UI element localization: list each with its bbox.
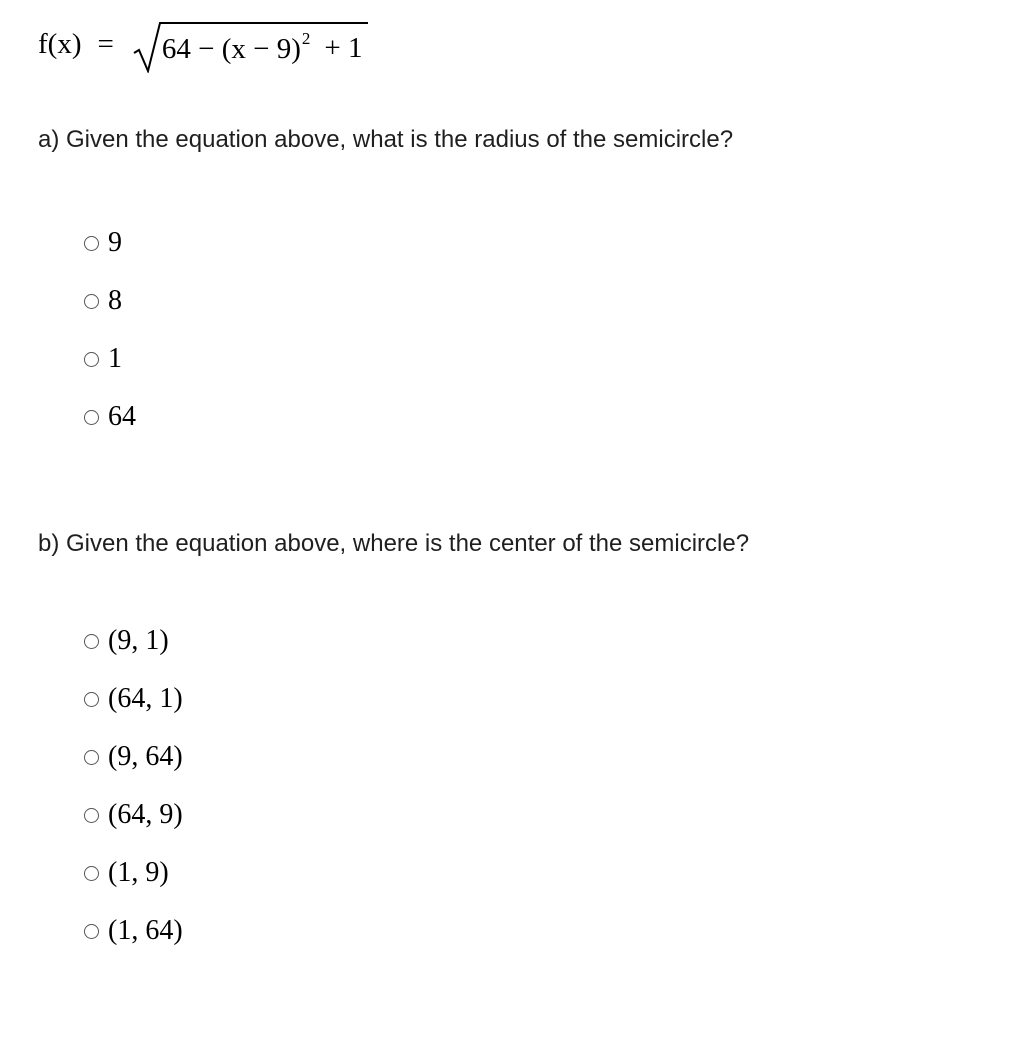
radio-unselected-icon[interactable] bbox=[84, 924, 99, 939]
radio-unselected-icon[interactable] bbox=[84, 866, 99, 881]
radio-unselected-icon[interactable] bbox=[84, 692, 99, 707]
option-label: 9 bbox=[108, 227, 122, 258]
square-root bbox=[132, 15, 311, 73]
option-label: 64 bbox=[108, 401, 136, 432]
exponent: 2 bbox=[301, 29, 311, 48]
radio-unselected-icon[interactable] bbox=[84, 236, 99, 251]
radio-unselected-icon[interactable] bbox=[84, 352, 99, 367]
option-b-3[interactable] bbox=[84, 728, 183, 786]
option-label: 1 bbox=[108, 343, 122, 374]
equals-sign: = bbox=[97, 27, 114, 60]
option-a-4[interactable] bbox=[84, 388, 136, 446]
option-b-6[interactable] bbox=[84, 902, 183, 960]
square-root-symbol-icon bbox=[132, 19, 372, 73]
option-a-1[interactable] bbox=[84, 214, 136, 272]
question-a-options bbox=[84, 214, 136, 446]
radio-unselected-icon[interactable] bbox=[84, 634, 99, 649]
option-b-1[interactable] bbox=[84, 612, 183, 670]
option-label: (9, 1) bbox=[108, 625, 169, 656]
radio-unselected-icon[interactable] bbox=[84, 410, 99, 425]
option-b-2[interactable] bbox=[84, 670, 183, 728]
option-a-2[interactable] bbox=[84, 272, 136, 330]
option-label: 8 bbox=[108, 285, 122, 316]
radio-unselected-icon[interactable] bbox=[84, 294, 99, 309]
equation bbox=[38, 14, 362, 74]
option-label: (1, 9) bbox=[108, 857, 169, 888]
option-a-3[interactable] bbox=[84, 330, 136, 388]
equation-lhs: f(x) bbox=[38, 27, 82, 60]
option-label: (64, 1) bbox=[108, 683, 183, 714]
radicand-text: 64 − (x − 9) bbox=[161, 33, 301, 65]
equation-tail: + 1 bbox=[324, 31, 363, 64]
radio-unselected-icon[interactable] bbox=[84, 750, 99, 765]
option-b-5[interactable] bbox=[84, 844, 183, 902]
option-b-4[interactable] bbox=[84, 786, 183, 844]
question-a-text: a) Given the equation above, what is the radius of the semicircle? bbox=[38, 126, 734, 153]
radio-unselected-icon[interactable] bbox=[84, 808, 99, 823]
option-label: (64, 9) bbox=[108, 799, 183, 830]
option-label: (9, 64) bbox=[108, 741, 183, 772]
question-b-options bbox=[84, 612, 183, 960]
option-label: (1, 64) bbox=[108, 915, 183, 946]
question-b-text: b) Given the equation above, where is the center of the semicircle? bbox=[38, 530, 750, 557]
